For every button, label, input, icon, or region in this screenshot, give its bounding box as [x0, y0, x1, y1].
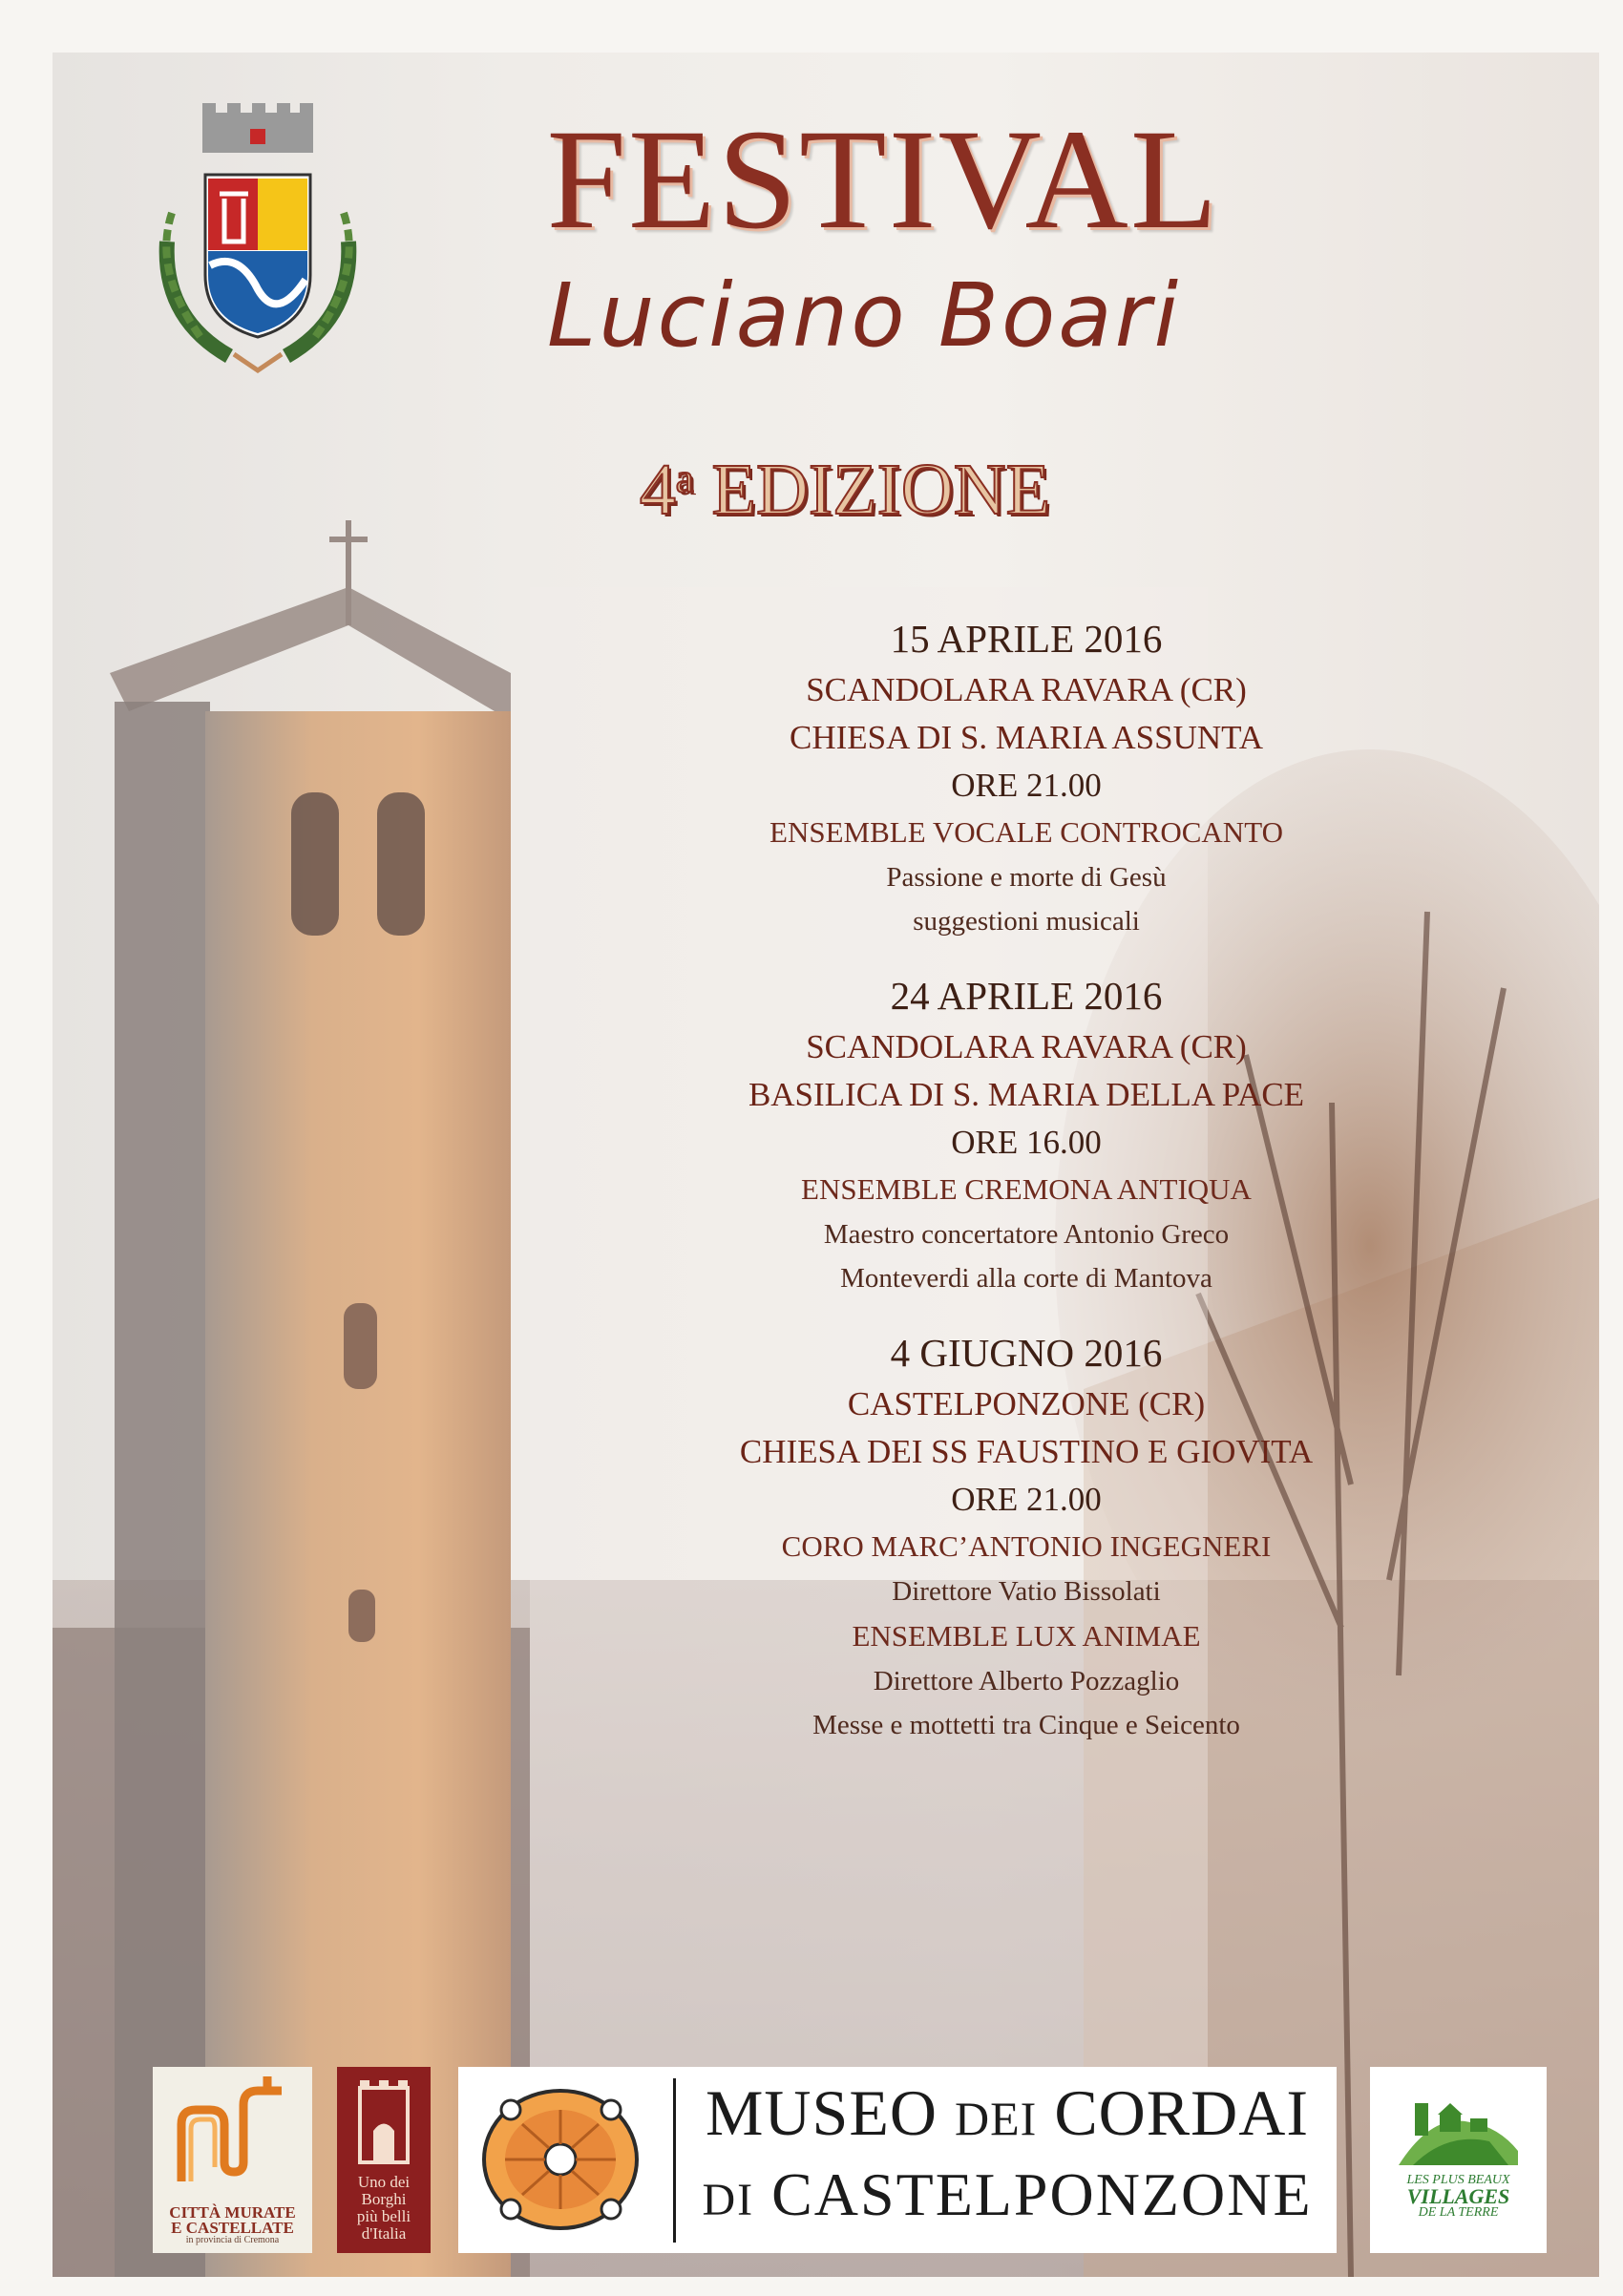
event-ensemble: ENSEMBLE CREMONA ANTIQUA — [801, 1172, 1252, 1206]
museo-word: CASTELPONZONE — [771, 2160, 1313, 2228]
museo-word-small: DI — [702, 2175, 755, 2225]
museo-divider — [673, 2078, 676, 2243]
tower-icon — [350, 2078, 417, 2164]
coat-of-arms-logo — [143, 98, 372, 385]
borghi-line: Borghi — [361, 2190, 407, 2208]
event-description: suggestioni musicali — [913, 906, 1140, 937]
event-venue: CHIESA DEI SS FAUSTINO E GIOVITA — [739, 1433, 1314, 1470]
event-town: SCANDOLARA RAVARA (CR) — [806, 671, 1247, 708]
events-list — [511, 611, 1542, 1772]
event-town: SCANDOLARA RAVARA (CR) — [806, 1028, 1247, 1065]
event-description: Direttore Vatio Bissolati — [892, 1576, 1161, 1607]
festival-title: FESTIVAL — [546, 100, 1220, 259]
event-description: Direttore Alberto Pozzaglio — [873, 1666, 1180, 1696]
citta-murate-title — [153, 2205, 312, 2236]
villages-de-la-terre-logo — [1370, 2067, 1547, 2253]
borghi-belli-logo — [337, 2067, 431, 2253]
village-hill-icon — [1394, 2084, 1523, 2170]
museo-word: CORDAI — [1054, 2076, 1310, 2149]
villages-line-small: DE LA TERRE — [1418, 2205, 1499, 2220]
museo-word-small: DEI — [955, 2092, 1038, 2145]
borghi-line: Uno dei — [357, 2173, 411, 2191]
edition-number: 4 — [639, 450, 676, 530]
event-ensemble: ENSEMBLE VOCALE CONTROCANTO — [769, 815, 1283, 849]
event-date: 4 GIUGNO 2016 — [890, 1331, 1163, 1375]
event-item — [511, 611, 1542, 943]
borghi-line: più belli — [356, 2207, 411, 2225]
borghi-text — [337, 2174, 431, 2243]
event-time: ORE 16.00 — [951, 1124, 1102, 1161]
event-description: Monteverdi alla corte di Mantova — [840, 1263, 1212, 1294]
villages-text — [1370, 2172, 1547, 2221]
edition-word: EDIZIONE — [711, 450, 1051, 530]
event-item — [511, 1325, 1542, 1747]
citta-murate-line1: CITTÀ MURATE — [169, 2203, 296, 2222]
event-ensemble: ENSEMBLE LUX ANIMAE — [852, 1619, 1201, 1653]
event-description: Maestro concertatore Antonio Greco — [823, 1219, 1230, 1250]
event-item — [511, 968, 1542, 1300]
event-description: Messe e mottetti tra Cinque e Seicento — [812, 1710, 1240, 1740]
event-ensemble: CORO MARC’ANTONIO INGEGNERI — [781, 1529, 1272, 1563]
citta-murate-line2: E CASTELLATE — [171, 2219, 294, 2237]
event-time: ORE 21.00 — [951, 1481, 1102, 1518]
event-date: 24 APRILE 2016 — [890, 974, 1163, 1018]
sponsor-logos — [100, 2014, 1551, 2263]
event-date: 15 APRILE 2016 — [890, 617, 1163, 661]
event-town: CASTELPONZONE (CR) — [847, 1385, 1206, 1422]
museo-name-line1 — [683, 2076, 1332, 2149]
museo-name-line2 — [683, 2160, 1332, 2228]
edition-heading — [501, 450, 1189, 530]
citta-murate-logo — [153, 2067, 312, 2253]
museo-word: MUSEO — [705, 2076, 938, 2149]
poster — [53, 53, 1599, 2277]
citta-murate-mark-icon — [172, 2076, 293, 2196]
villages-line-small: LES PLUS BEAUX — [1406, 2173, 1510, 2187]
citta-murate-province: in provincia di Cremona — [185, 2235, 280, 2245]
museo-cordai-logo — [458, 2067, 1337, 2253]
event-description: Passione e morte di Gesù — [886, 862, 1167, 893]
festival-subtitle-name: Luciano Boari — [546, 264, 1182, 367]
rope-wheel-icon — [473, 2081, 649, 2239]
borghi-line: d'Italia — [361, 2224, 407, 2243]
villages-line-big: VILLAGES — [1406, 2184, 1510, 2208]
event-venue: BASILICA DI S. MARIA DELLA PACE — [748, 1076, 1305, 1113]
event-venue: CHIESA DI S. MARIA ASSUNTA — [789, 719, 1264, 756]
edition-ordinal: a — [675, 457, 694, 501]
event-time: ORE 21.00 — [951, 767, 1102, 804]
